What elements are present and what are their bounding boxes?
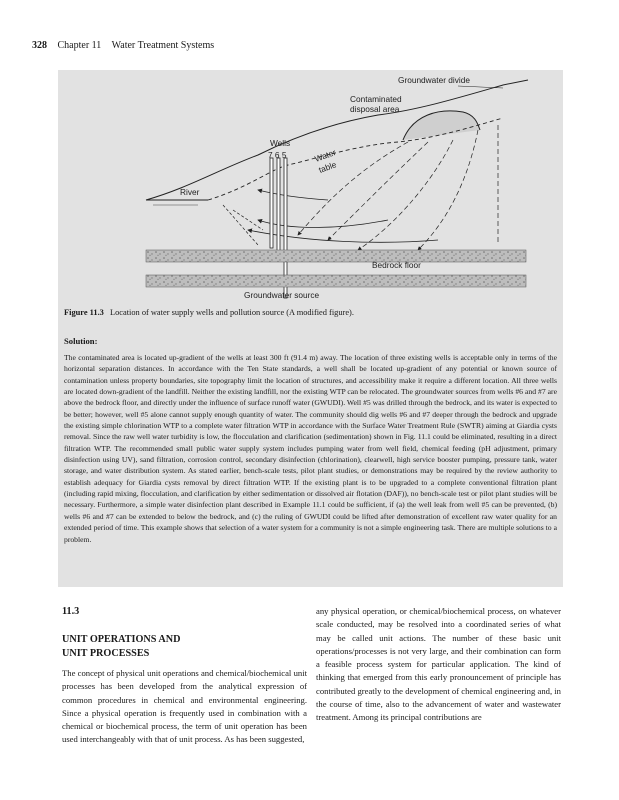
label-well-numbers: 7 6 5 — [268, 150, 287, 160]
label-water: Water — [313, 147, 338, 164]
caption-label: Figure 11.3 — [64, 308, 104, 317]
landfill-mound — [403, 111, 480, 140]
solution-body: The contaminated area is located up-gradient of the wells at least 300 ft (91.4 m) away. The location of three existing wells is acceptable only in terms of the horizontal separation distances. In accordance with the Ten State standards, a well shall be located up-gradient of any potential or known source of contamination unless property boundaries, site topography limit the location of structures, and accessibility make it require a different location. All three wells are located down-gradient of the landfill. Neither the existing landfill, nor the existing WTP can be relocated. The groundwater sources from wells #6 and #7 are above the bedrock floor, and directly under the influence of surface runoff water (GWUDI). Well #5 was drilled through the bedrock, and its water is expected to be better; however, well #5 alone cannot supply enough quantity of water. The community should dig wells #6 and #7 deeper through the bedrock and upgrade the existing simple chlorination WTP to a complete water filtration WTP in accordance with the Surface Water Treatment Rule (SWTR) aiming at Giardia cysts removal. Since the raw well water turbidity is low, the flocculation and clarification (sedimentation) shown in Fig. 11.1 could be eliminated, resulting in a direct filtration WTP. The recommended small public water supply system includes pumping water from well field, chemical feeding (pH adjustment, primary disinfection using UV), sand filtration, corrosion control, secondary disinfection (chlorination), clearwell, high service booster pumping, pressure tank, water storage, and water distribution system. As stated earlier, bench-scale tests, pilot plant studies, or demonstrations may be required by the review authority to establish adequacy for Giardia cysts removal by direct filtration WTP. If the existing plant is to be upgraded to a complete conventional filtration plant (including rapid mixing, flocculation, and clarification by either sedimentation or dissolved air flotation (DAF)), no bench-scale test or pilot plant studies will be necessary. Furthermore, a simple water disinfection plant described in Example 11.1 could be sufficient, if (a) the well leak from well #5 can be prevented, (b) wells #6 and #7 can be extended to below the bedrock, and (c) the ruling of GWUDI could be lifted after demonstration of excellent raw water quality for an extended period of time. This example shows that selection of a water system for a community is not a simple engineering task. There are multiple solutions to a problem. — [64, 353, 557, 544]
chapter-label: Chapter 11 — [57, 40, 102, 51]
well-7 — [270, 158, 273, 248]
label-river: River — [180, 187, 200, 197]
solution-heading: Solution: — [64, 336, 98, 346]
label-disposal-area: disposal area — [350, 104, 400, 114]
figure-caption — [64, 308, 559, 317]
label-bedrock-floor: Bedrock floor — [372, 260, 421, 270]
water-table — [208, 118, 503, 200]
label-wells: Wells — [270, 138, 291, 148]
label-contaminated: Contaminated — [350, 94, 402, 104]
well-6 — [277, 158, 280, 253]
label-groundwater-source: Groundwater source — [244, 290, 320, 300]
right-column — [316, 605, 561, 725]
section-title-line1: UNIT OPERATIONS AND — [62, 634, 181, 645]
running-header — [32, 40, 214, 51]
section-title — [62, 605, 307, 661]
page-number: 328 — [32, 40, 47, 51]
chapter-title: Water Treatment Systems — [111, 40, 215, 51]
left-paragraph: The concept of physical unit operations and chemical/biochemical unit processes has been developed from the analytical expression of common procedures in chemical and environmental engineering. Since a physical operation is frequently used in combination with a chemical or biochemical process, the term of unit operation has been used interchangeably with that of unit process. As has been suggested, — [62, 668, 307, 745]
ground-surface — [146, 80, 528, 200]
label-groundwater-divide: Groundwater divide — [398, 75, 470, 85]
label-table: table — [317, 159, 338, 175]
caption-text: Location of water supply wells and pollution source (A modified figure). — [109, 308, 354, 317]
left-column — [62, 605, 307, 747]
bedrock-upper — [146, 250, 526, 262]
section-number: 11.3 — [62, 606, 80, 617]
right-paragraph: any physical operation, or chemical/biochemical process, on whatever scale conducted, may be resolved into a coordinated series of what may be called unit actions. The number of these basic unit operations/processes is not very large, and their combination can form a feasible process system for particular application. The kind of thinking that emerged from this early pronouncement of principle has contributed greatly to the development of chemical engineering and, in the course of time, also to the advancement of water and wastewater treatment. Among its principal contributions are — [316, 606, 561, 723]
figure-11-3-diagram — [58, 70, 563, 310]
bedrock-lower — [146, 275, 526, 287]
example-box — [58, 70, 563, 587]
section-title-line2: UNIT PROCESSES — [62, 648, 150, 659]
